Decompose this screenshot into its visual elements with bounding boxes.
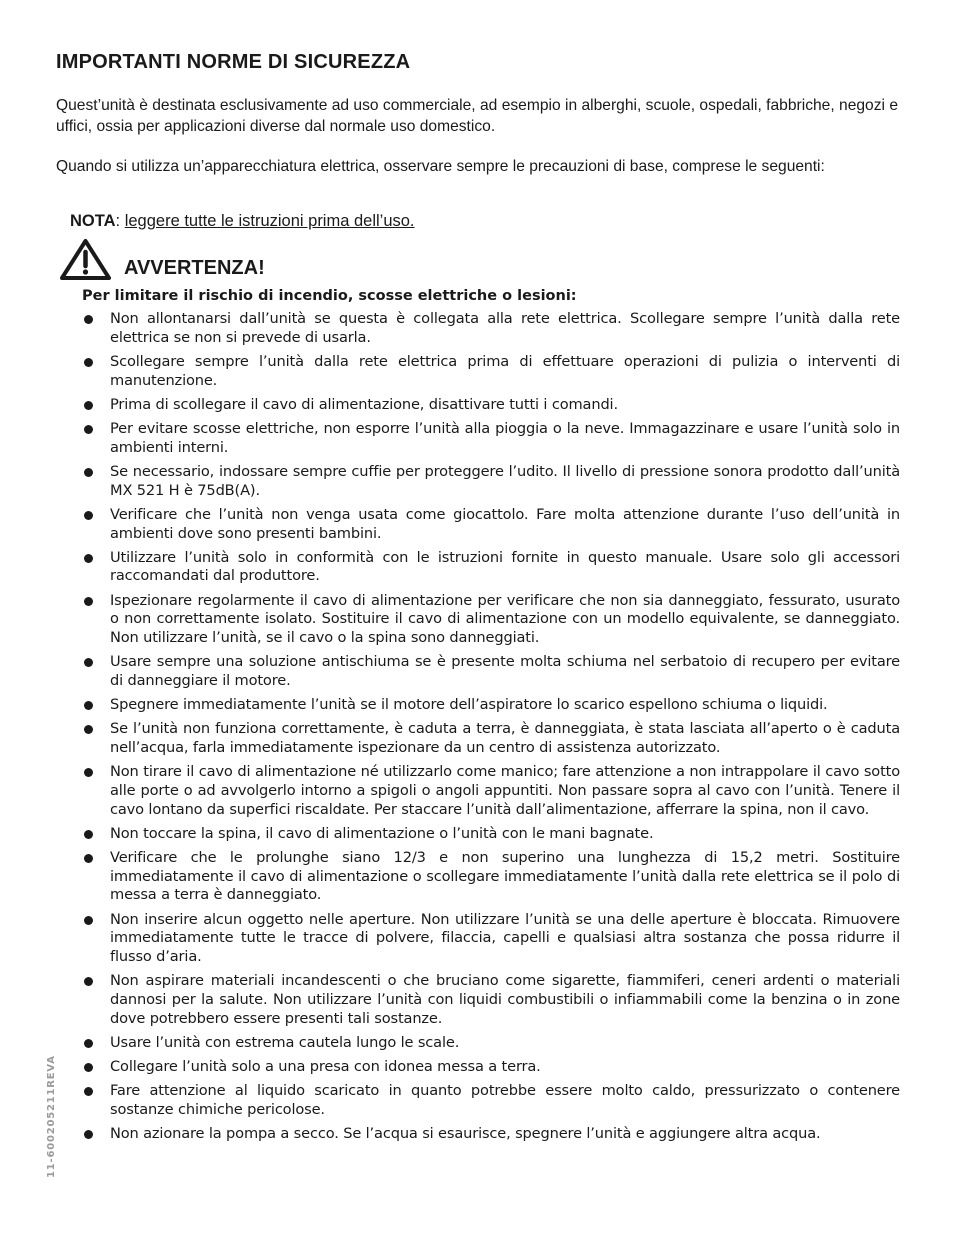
warning-list-item-text: Ispezionare regolarmente il cavo di alimentazione per verificare che non sia danneggiato, fessurato, usurato o non correttamente isolato. Sostituire il cavo di alimentazione con un modello equivalente, se danneggiato. Non utilizzare l’unità, se il cavo o la spina sono danneggiati. (110, 591, 900, 647)
warning-list-item (82, 849, 900, 905)
warning-list-item (82, 549, 900, 586)
bullet-icon (84, 401, 93, 410)
warning-list-item-text: Prima di scollegare il cavo di alimentazione, disattivare tutti i comandi. (110, 395, 618, 413)
bullet-icon (84, 425, 93, 434)
warning-list-item (82, 592, 900, 648)
warning-list-item (82, 396, 900, 415)
bullet-icon (84, 511, 93, 520)
warning-list-item-text: Usare l’unità con estrema cautela lungo le scale. (110, 1033, 460, 1051)
warning-title: AVVERTENZA! (124, 257, 265, 279)
bullet-icon (84, 468, 93, 477)
warning-list-item-text: Usare sempre una soluzione antischiuma se è presente molta schiuma nel serbatoio di recupero per evitare di danneggiare il motore. (110, 653, 900, 689)
bullet-icon (84, 768, 93, 777)
warning-list (82, 310, 900, 1149)
warning-list-item (82, 653, 900, 690)
warning-list-item-text: Per evitare scosse elettriche, non esporre l’unità alla pioggia o la neve. Immagazzinare e usare l’unità solo in ambienti interni. (110, 420, 900, 456)
warning-list-item-text: Scollegare sempre l’unità dalla rete elettrica prima di effettuare operazioni di pulizia o interventi di manutenzione. (110, 352, 900, 389)
warning-list-item (82, 696, 900, 715)
bullet-icon (84, 658, 93, 667)
warning-triangle-icon (59, 238, 112, 281)
note-label: NOTA (70, 212, 116, 230)
warning-list-item (82, 911, 900, 967)
warning-list-item (82, 1082, 900, 1119)
warning-list-item (82, 763, 900, 819)
bullet-icon (84, 1039, 93, 1048)
warning-list-item (82, 506, 900, 543)
note-line (70, 212, 415, 231)
warning-list-item-text: Utilizzare l’unità solo in conformità con le istruzioni fornite in questo manuale. Usare solo gli accessori raccomandati dal produttore. (110, 548, 900, 585)
warning-list-item (82, 825, 900, 844)
warning-list-item (82, 720, 900, 757)
warning-list-item-text: Collegare l’unità solo a una presa con idonea messa a terra. (110, 1058, 541, 1076)
bullet-icon (84, 830, 93, 839)
bullet-icon (84, 1087, 93, 1096)
note-text: leggere tutte le istruzioni prima dell’uso. (124, 212, 415, 230)
warning-list-item (82, 420, 900, 457)
warning-list-item (82, 463, 900, 500)
warning-list-item (82, 1058, 900, 1077)
warning-list-item-text: Non toccare la spina, il cavo di alimentazione o l’unità con le mani bagnate. (110, 824, 654, 842)
bullet-icon (84, 315, 93, 324)
bullet-icon (84, 1063, 93, 1072)
warning-list-item-text: Se l’unità non funziona correttamente, è caduta a terra, è danneggiata, è stata lasciata all’aperto o è caduta nell’acqua, farla immediatamente ispezionare da un centro di assistenza autorizzato. (110, 720, 900, 757)
document-code: 11-600205211REVA (46, 1055, 57, 1178)
note-separator: : (115, 212, 125, 230)
bullet-icon (84, 554, 93, 563)
bullet-icon (84, 358, 93, 367)
bullet-icon (84, 597, 93, 606)
warning-list-item-text: Se necessario, indossare sempre cuffie per proteggere l’udito. Il livello di pressione sonora prodotto dall’unità MX 521 H è 75dB(A). (110, 462, 900, 499)
warning-list-item-text: Non inserire alcun oggetto nelle aperture. Non utilizzare l’unità se una delle aperture è bloccata. Rimuovere immediatamente tutte le tracce di polvere, filaccia, capelli e qualsiasi altra sostanza che possa ridurre il flusso d’aria. (110, 910, 900, 966)
bullet-icon (84, 977, 93, 986)
warning-list-item (82, 1034, 900, 1053)
intro-paragraph-commercial-use: Quest’unità è destinata esclusivamente ad uso commerciale, ad esempio in alberghi, scuole, ospedali, fabbriche, negozi e uffici, ossia per applicazioni diverse dal normale uso domestico. (56, 97, 898, 135)
warning-list-item (82, 972, 900, 1028)
warning-list-item-text: Verificare che l’unità non venga usata come giocattolo. Fare molta attenzione durante l’uso dell’unità in ambienti dove sono presenti bambini. (110, 505, 900, 542)
warning-list-item (82, 353, 900, 390)
bullet-icon (84, 854, 93, 863)
page-title: IMPORTANTI NORME DI SICUREZZA (56, 51, 411, 73)
warning-list-item-text: Non aspirare materiali incandescenti o che bruciano come sigarette, fiammiferi, ceneri ardenti o materiali dannosi per la salute. Non utilizzare l’unità con liquidi combustibili o infiammabili come la benzina o in zone dove potrebbero essere presenti tali sostanze. (110, 972, 900, 1027)
warning-list-item-text: Non tirare il cavo di alimentazione né utilizzarlo come manico; fare attenzione a non intrappolare il cavo sotto alle porte o ad avvolgerlo intorno a spigoli o angoli appuntiti. Non passare sopra al cavo con l’unità. Tenere il cavo lontano da superfici riscaldate. Per staccare l’unità dall’alimentazione, afferrare la spina, non il cavo. (110, 763, 900, 818)
warning-list-item (82, 1125, 900, 1144)
warning-list-item-text: Non azionare la pompa a secco. Se l’acqua si esaurisce, spegnere l’unità e aggiungere altra acqua. (110, 1125, 821, 1143)
warning-subtitle: Per limitare il rischio di incendio, scosse elettriche o lesioni: (82, 288, 577, 304)
bullet-icon (84, 725, 93, 734)
warning-list-item (82, 310, 900, 347)
bullet-icon (84, 1130, 93, 1139)
bullet-icon (84, 916, 93, 925)
bullet-icon (84, 701, 93, 710)
warning-list-item-text: Fare attenzione al liquido scaricato in quanto potrebbe essere molto caldo, pressurizzato o contenere sostanze chimiche pericolose. (110, 1082, 900, 1119)
warning-list-item-text: Non allontanarsi dall’unità se questa è collegata alla rete elettrica. Scollegare sempre l’unità dalla rete elettrica se non si prevede di usarla. (110, 310, 900, 346)
intro-paragraph-precautions: Quando si utilizza un’apparecchiatura elettrica, osservare sempre le precauzioni di base, comprese le seguenti: (56, 158, 825, 175)
warning-list-item-text: Verificare che le prolunghe siano 12/3 e non superino una lunghezza di 15,2 metri. Sostituire immediatamente il cavo di alimentazione o scollegare immediatamente l’unità dalla rete elettrica se il polo di messa a terra è danneggiato. (110, 849, 900, 904)
warning-list-item-text: Spegnere immediatamente l’unità se il motore dell’aspiratore lo scarico espellono schiuma o liquidi. (110, 696, 828, 714)
